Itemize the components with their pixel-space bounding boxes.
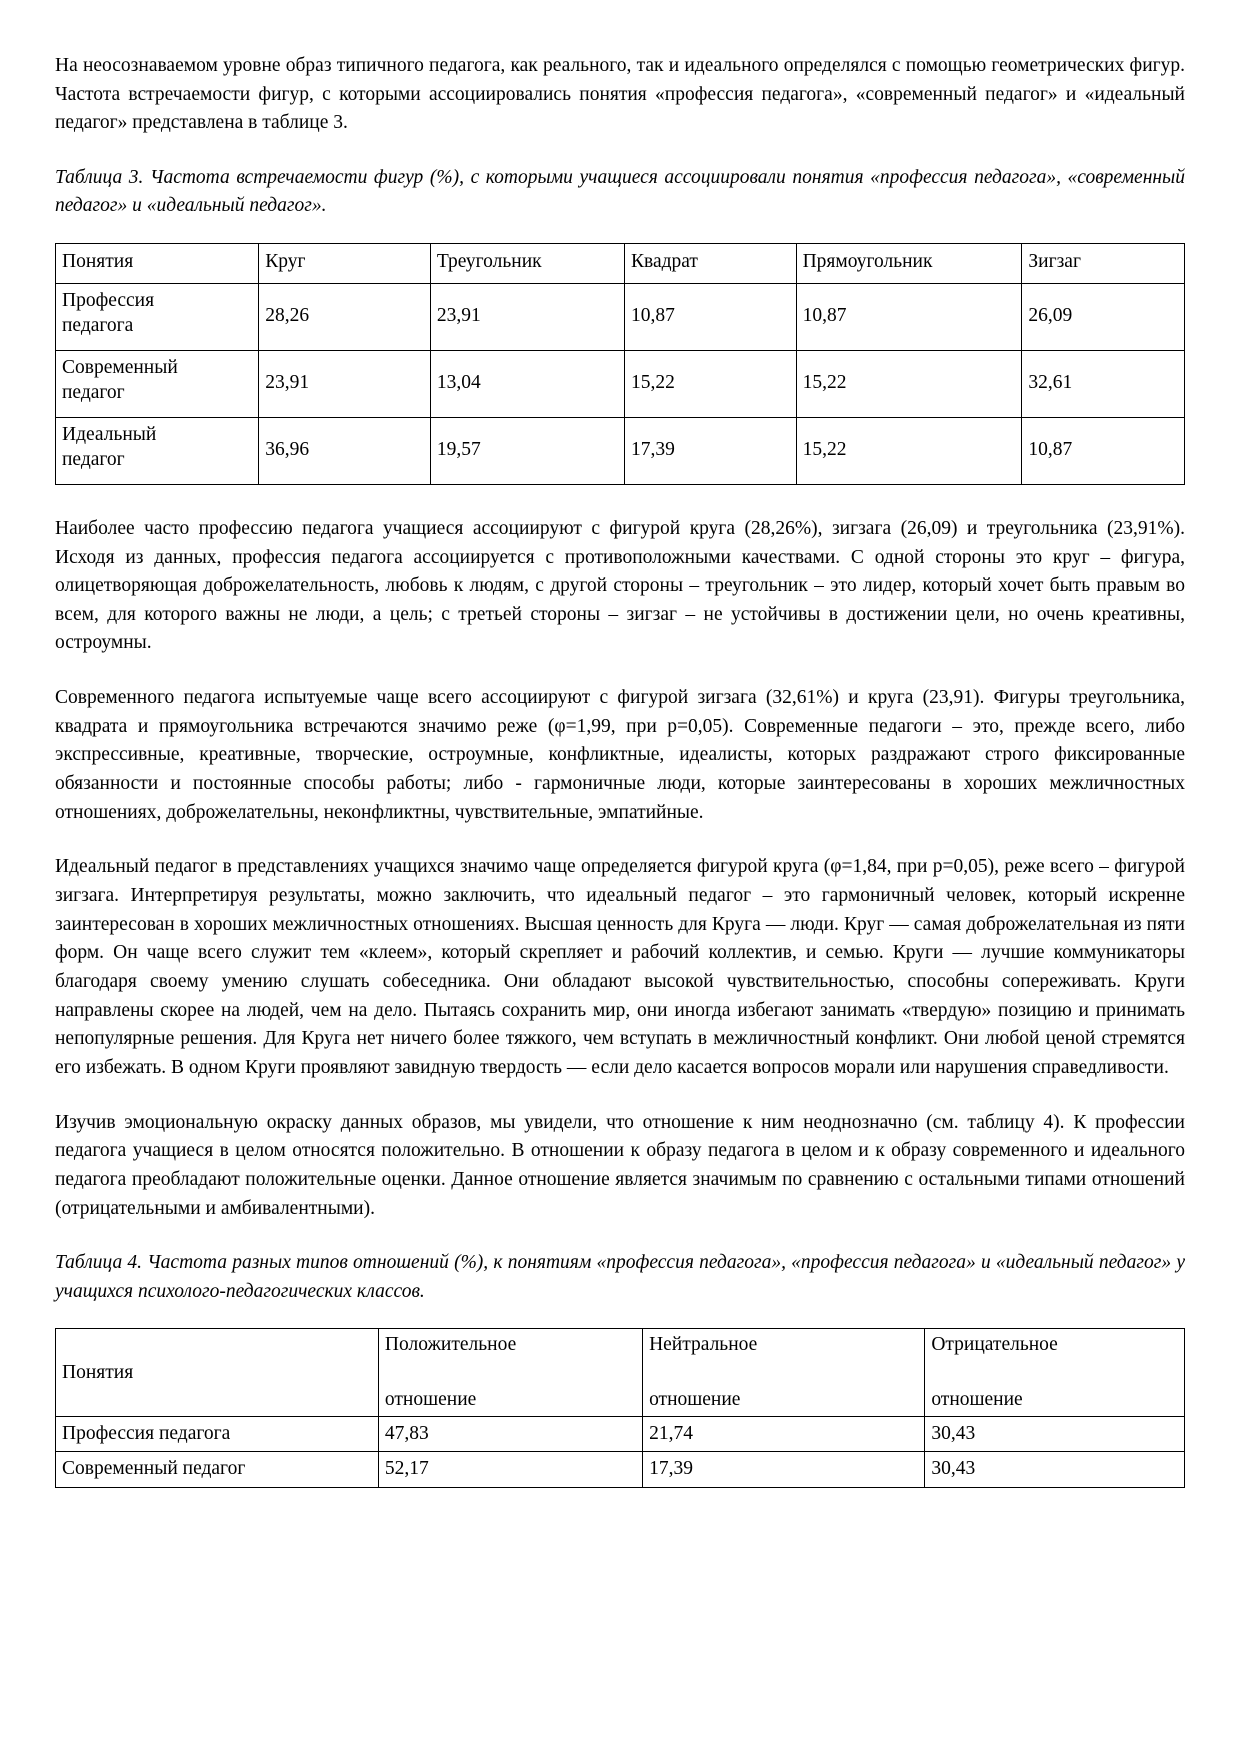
table-row <box>56 1416 1185 1451</box>
cell-value: 23,91 <box>430 283 624 350</box>
row-label-profession: Профессия педагога <box>56 1416 379 1451</box>
row-label-line2: педагога <box>62 314 134 336</box>
column-header-rectangle: Прямоугольник <box>796 243 1022 283</box>
column-header-zigzag: Зигзаг <box>1022 243 1185 283</box>
cell-value: 47,83 <box>378 1416 642 1451</box>
row-label-line2: педагог <box>62 448 125 470</box>
cell-value: 10,87 <box>625 283 797 350</box>
table-header-row <box>56 243 1185 283</box>
row-label-line1: Идеальный <box>62 423 157 445</box>
column-header-negative <box>925 1328 1185 1416</box>
cell-value: 26,09 <box>1022 283 1185 350</box>
cell-value: 32,61 <box>1022 350 1185 417</box>
header-line1: Нейтральное <box>649 1333 758 1355</box>
table-row <box>56 283 1185 350</box>
column-header-circle: Круг <box>259 243 431 283</box>
table4-caption: Таблица 4. Частота разных типов отношений (%), к понятиям «профессия педагога», «профессия педагога» и «идеальный педагог» у учащихся психолого-педагогических классов. <box>55 1252 1185 1302</box>
header-line1: Отрицательное <box>931 1333 1058 1355</box>
cell-value: 21,74 <box>643 1416 925 1451</box>
row-label-line1: Современный <box>62 356 178 378</box>
cell-value: 28,26 <box>259 283 431 350</box>
header-line1: Положительное <box>384 1333 517 1355</box>
table3-caption: Таблица 3. Частота встречаемости фигур (%), с которыми учащиеся ассоциировали понятия «профессия педагога», «современный педагог» и «идеальный педагог». <box>55 166 1185 217</box>
paragraph-modern-teacher-analysis: Современного педагога испытуемые чаще всего ассоциируют с фигурой зигзага (32,61%) и круга (23,91). Фигуры треугольника, квадрата и прямоугольника встречаются значимо реже (φ=1,99, при р=0,05). Современные педагоги – это, прежде всего, либо экспрессивные, креативные, творческие, остроумные, конфликтные, идеалисты, которых раздражают строго фиксированные обязанности и постоянные способы работы; либо - гармоничные люди, которые заинтересованы в хороших межличностных отношениях, доброжелательны, неконфликтны, чувствительные, эмпатийные. <box>55 687 1185 823</box>
table-header-row <box>56 1328 1185 1416</box>
cell-value: 10,87 <box>796 283 1022 350</box>
table-row <box>56 417 1185 484</box>
cell-value: 19,57 <box>430 417 624 484</box>
table-row <box>56 1452 1185 1487</box>
row-label-line1: Профессия <box>62 289 155 311</box>
row-label-profession <box>56 283 259 350</box>
row-label-modern: Современный педагог <box>56 1452 379 1487</box>
cell-value: 30,43 <box>925 1416 1185 1451</box>
cell-value: 52,17 <box>378 1452 642 1487</box>
column-header-concepts: Понятия <box>56 243 259 283</box>
column-header-triangle: Треугольник <box>430 243 624 283</box>
table-attitude-frequency <box>55 1328 1185 1488</box>
intro-paragraph: На неосознаваемом уровне образ типичного педагога, как реального, так и идеального определялся с помощью геометрических фигур. Частота встречаемости фигур, с которыми ассоциировались понятия «профессия педагога», «современный педагог» и «идеальный педагог» представлена в таблице 3. <box>55 55 1185 134</box>
paragraph-profession-analysis: Наиболее часто профессию педагога учащиеся ассоциируют с фигурой круга (28,26%), зигзага (26,09) и треугольника (23,91%). Исходя из данных, профессия педагога ассоциируется с противоположными качествами. С одной стороны это круг – фигура, олицетворяющая доброжелательность, любовь к людям, с другой стороны – треугольник – это лидер, который хочет быть правым во всем, для которого важны не люди, а цель; с третьей стороны – зигзаг – не устойчивы в достижении цели, но очень креативны, остроумны. <box>55 517 1185 654</box>
cell-value: 15,22 <box>796 417 1022 484</box>
column-header-concepts: Понятия <box>56 1328 379 1416</box>
cell-value: 17,39 <box>625 417 797 484</box>
table-row <box>56 350 1185 417</box>
cell-value: 15,22 <box>625 350 797 417</box>
header-line2: отношение <box>931 1389 1023 1411</box>
cell-value: 30,43 <box>925 1452 1185 1487</box>
column-header-positive <box>378 1328 642 1416</box>
header-line2: отношение <box>649 1389 741 1411</box>
row-label-modern <box>56 350 259 417</box>
cell-value: 17,39 <box>643 1452 925 1487</box>
row-label-ideal <box>56 417 259 484</box>
header-line2: отношение <box>384 1389 477 1411</box>
cell-value: 15,22 <box>796 350 1022 417</box>
column-header-neutral <box>643 1328 925 1416</box>
cell-value: 36,96 <box>259 417 431 484</box>
row-label-line2: педагог <box>62 381 125 403</box>
cell-value: 23,91 <box>259 350 431 417</box>
cell-value: 13,04 <box>430 350 624 417</box>
cell-value: 10,87 <box>1022 417 1185 484</box>
paragraph-ideal-teacher-analysis: Идеальный педагог в представлениях учащихся значимо чаще определяется фигурой круга (φ=1,84, при р=0,05), реже всего – фигурой зигзага. Интерпретируя результаты, можно заключить, что идеальный педагог – это гармоничный человек, который искренне заинтересован в хороших межличностных отношениях. Высшая ценность для Круга — люди. Круг — самая доброжелательная из пяти форм. Он чаще всего служит тем «клеем», который скрепляет и рабочий коллектив, и семью. Круги — лучшие коммуникаторы благодаря своему умению слушать собеседника. Они обладают высокой чувствительностью, способны сопереживать. Круги направлены скорее на людей, чем на дело. Пытаясь сохранить мир, они иногда избегают занимать «твердую» позицию и принимать непопулярные решения. Для Круга нет ничего более тяжкого, чем вступать в межличностный конфликт. Они любой ценой стремятся его избежать. В одном Круги проявляют завидную твердость — если дело касается вопросов морали или нарушения справедливости. <box>55 856 1185 1078</box>
column-header-square: Квадрат <box>625 243 797 283</box>
paragraph-emotional-coloring: Изучив эмоциональную окраску данных образов, мы увидели, что отношение к ним неоднозначно (см. таблицу 4). К профессии педагога учащиеся в целом относятся положительно. В отношении к образу педагога в целом и к образу современного и идеального педагога преобладают положительные оценки. Данное отношение является значимым по сравнению с остальными типами отношений (отрицательными и амбивалентными). <box>55 1111 1185 1219</box>
table-figure-frequency <box>55 243 1185 485</box>
